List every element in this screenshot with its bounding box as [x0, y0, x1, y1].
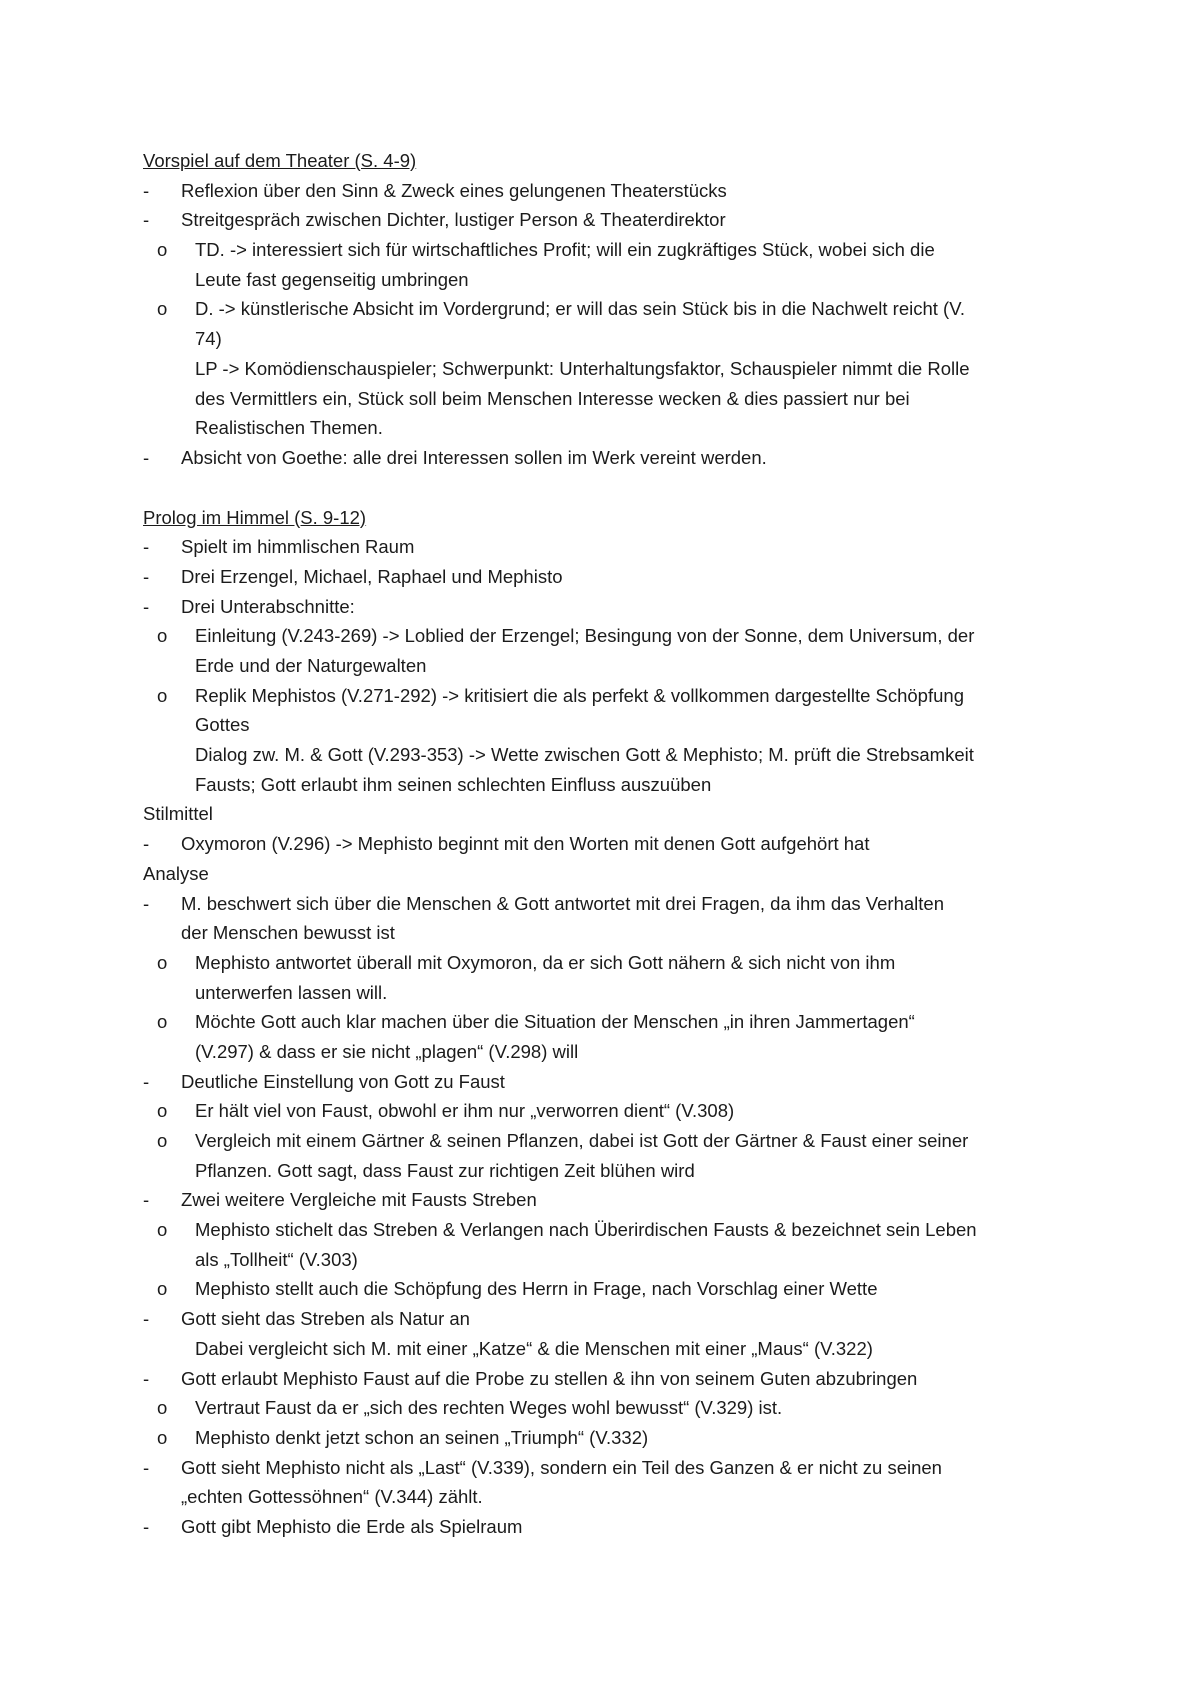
dash-bullet: - [143, 833, 150, 855]
sub-list-item [143, 1126, 1073, 1156]
continuation-line [143, 265, 1073, 295]
circle-bullet: o [157, 298, 168, 320]
line-text: Analyse [143, 862, 209, 884]
dash-list-item [143, 1304, 1073, 1334]
dash-list-item [143, 592, 1073, 622]
sub-list-item [143, 235, 1073, 265]
line-text: LP -> Komödienschauspieler; Schwerpunkt: Unterhaltungsfaktor, Schauspieler nimmt die Rolle [195, 357, 970, 379]
line-text: Fausts; Gott erlaubt ihm seinen schlechten Einfluss auszuüben [195, 773, 712, 795]
dash-bullet: - [143, 1515, 150, 1537]
dash-bullet: - [143, 1367, 150, 1389]
dash-list-item [143, 1185, 1073, 1215]
dash-bullet: - [143, 1308, 150, 1330]
line-text: Vergleich mit einem Gärtner & seinen Pflanzen, dabei ist Gott der Gärtner & Faust einer seiner [195, 1130, 969, 1151]
line-text: M. beschwert sich über die Menschen & Gott antwortet mit drei Fragen, da ihm das Verhalten [181, 892, 944, 914]
line-text: Realistischen Themen. [195, 417, 383, 439]
circle-bullet: o [157, 1426, 168, 1448]
sub-list-item [143, 1215, 1073, 1245]
line-text: Er hält viel von Faust, obwohl er ihm nur „verworren dient“ (V.308) [195, 1100, 735, 1122]
line-text: unterwerfen lassen will. [195, 981, 388, 1003]
dash-bullet: - [143, 1070, 150, 1092]
line-text: (V.297) & dass er sie nicht „plagen“ (V.298) will [195, 1040, 579, 1062]
plain-line [143, 859, 1073, 889]
dash-bullet: - [143, 179, 150, 201]
line-text: Deutliche Einstellung von Gott zu Faust [181, 1070, 505, 1092]
line-text: Mephisto antwortet überall mit Oxymoron, da er sich Gott nähern & sich nicht von ihm [195, 951, 896, 973]
sub-list-item [143, 1393, 1073, 1423]
circle-bullet: o [157, 951, 168, 973]
line-text: Möchte Gott auch klar machen über die Situation der Menschen „in ihren Jammertagen“ [195, 1011, 915, 1033]
circle-bullet: o [157, 625, 168, 647]
line-text: als „Tollheit“ (V.303) [195, 1248, 358, 1270]
dash-list-item [143, 443, 1073, 473]
circle-bullet: o [157, 239, 168, 261]
line-text: Einleitung (V.243-269) -> Loblied der Erzengel; Besingung von der Sonne, dem Universum, der [195, 625, 975, 647]
continuation-line [143, 740, 1073, 770]
dash-list-item [143, 1512, 1073, 1542]
continuation-line [143, 384, 1073, 414]
sub-list-item [143, 621, 1073, 651]
sub-list-item [143, 294, 1073, 324]
dash-bullet: - [143, 565, 150, 587]
document-content [143, 146, 1073, 1542]
section-heading-prolog: Prolog im Himmel (S. 9-12) [143, 506, 367, 528]
dash-list-item [143, 562, 1073, 592]
line-text: D. -> künstlerische Absicht im Vordergrund; er will das sein Stück bis in die Nachwelt reicht (V. [195, 298, 965, 320]
line-text: Mephisto denkt jetzt schon an seinen „Triumph“ (V.332) [195, 1426, 649, 1448]
line-text: Pflanzen. Gott sagt, dass Faust zur richtigen Zeit blühen wird [195, 1159, 695, 1181]
dash-bullet: - [143, 1189, 150, 1211]
line-text: TD. -> interessiert sich für wirtschaftliches Profit; will ein zugkräftiges Stück, wobei sich die [195, 239, 935, 261]
continuation-line [143, 1482, 1073, 1512]
line-text: Streitgespräch zwischen Dichter, lustiger Person & Theaterdirektor [181, 209, 726, 231]
line-text: „echten Gottessöhnen“ (V.344) zählt. [181, 1486, 483, 1508]
dash-bullet: - [143, 446, 150, 468]
section-gap [143, 473, 1073, 503]
circle-bullet: o [157, 1130, 168, 1151]
continuation-line [143, 770, 1073, 800]
section-prolog-list [143, 532, 1073, 1541]
line-text: Absicht von Goethe: alle drei Interessen sollen im Werk vereint werden. [181, 446, 767, 468]
circle-bullet: o [157, 684, 168, 706]
dash-list-item [143, 829, 1073, 859]
dash-bullet: - [143, 892, 150, 914]
line-text: der Menschen bewusst ist [181, 922, 395, 944]
dash-list-item [143, 1067, 1073, 1097]
dash-bullet: - [143, 1456, 150, 1478]
line-text: Dialog zw. M. & Gott (V.293-353) -> Wette zwischen Gott & Mephisto; M. prüft die Strebsamkeit [195, 744, 974, 766]
line-text: Mephisto stichelt das Streben & Verlangen nach Überirdischen Fausts & bezeichnet sein Leben [195, 1219, 977, 1241]
line-text: Gott sieht das Streben als Natur an [181, 1308, 470, 1330]
line-text: Gott erlaubt Mephisto Faust auf die Probe zu stellen & ihn von seinem Guten abzubringen [181, 1367, 918, 1389]
sub-list-item [143, 681, 1073, 711]
continuation-line [143, 918, 1073, 948]
dash-bullet: - [143, 536, 150, 558]
line-text: Spielt im himmlischen Raum [181, 536, 415, 558]
dash-list-item [143, 1453, 1073, 1483]
dash-list-item [143, 176, 1073, 206]
dash-list-item [143, 205, 1073, 235]
line-text: Erde und der Naturgewalten [195, 655, 427, 676]
line-text: Drei Unterabschnitte: [181, 595, 355, 617]
section-heading-vorspiel: Vorspiel auf dem Theater (S. 4-9) [143, 150, 417, 171]
continuation-line [143, 978, 1073, 1008]
line-text: Oxymoron (V.296) -> Mephisto beginnt mit den Worten mit denen Gott aufgehört hat [181, 833, 870, 855]
continuation-line [143, 413, 1073, 443]
line-text: Gottes [195, 714, 250, 736]
continuation-line [143, 651, 1073, 681]
sub-list-item [143, 1423, 1073, 1453]
line-text: Stilmittel [143, 803, 213, 825]
line-text: 74) [195, 328, 222, 350]
dash-list-item [143, 532, 1073, 562]
dash-list-item [143, 889, 1073, 919]
circle-bullet: o [157, 1100, 168, 1122]
sub-list-item [143, 1007, 1073, 1037]
circle-bullet: o [157, 1278, 168, 1300]
circle-bullet: o [157, 1397, 168, 1419]
line-text: Gott gibt Mephisto die Erde als Spielraum [181, 1515, 523, 1537]
line-text: Dabei vergleicht sich M. mit einer „Katze“ & die Menschen mit einer „Maus“ (V.322) [195, 1337, 873, 1359]
continuation-line [143, 1245, 1073, 1275]
line-text: Gott sieht Mephisto nicht als „Last“ (V.339), sondern ein Teil des Ganzen & er nicht zu seinen [181, 1456, 942, 1478]
dash-list-item [143, 1364, 1073, 1394]
continuation-line [143, 1037, 1073, 1067]
continuation-line [143, 1156, 1073, 1186]
continuation-line [143, 1334, 1073, 1364]
line-text: Leute fast gegenseitig umbringen [195, 268, 469, 290]
dash-bullet: - [143, 209, 150, 231]
circle-bullet: o [157, 1219, 168, 1241]
line-text: des Vermittlers ein, Stück soll beim Menschen Interesse wecken & dies passiert nur bei [195, 387, 910, 409]
line-text: Reflexion über den Sinn & Zweck eines gelungenen Theaterstücks [181, 179, 727, 201]
plain-line [143, 799, 1073, 829]
line-text: Vertraut Faust da er „sich des rechten Weges wohl bewusst“ (V.329) ist. [195, 1397, 783, 1419]
line-text: Replik Mephistos (V.271-292) -> kritisiert die als perfekt & vollkommen dargestellte Schöpfung [195, 684, 964, 706]
line-text: Zwei weitere Vergleiche mit Fausts Streben [181, 1189, 537, 1211]
line-text: Mephisto stellt auch die Schöpfung des Herrn in Frage, nach Vorschlag einer Wette [195, 1278, 878, 1300]
sub-list-item [143, 1274, 1073, 1304]
dash-bullet: - [143, 595, 150, 617]
line-text: Drei Erzengel, Michael, Raphael und Mephisto [181, 565, 563, 587]
continuation-line [143, 710, 1073, 740]
section-vorspiel-list [143, 176, 1073, 473]
sub-list-item [143, 1096, 1073, 1126]
continuation-line [143, 324, 1073, 354]
sub-list-item [143, 948, 1073, 978]
continuation-line [143, 354, 1073, 384]
circle-bullet: o [157, 1011, 168, 1033]
